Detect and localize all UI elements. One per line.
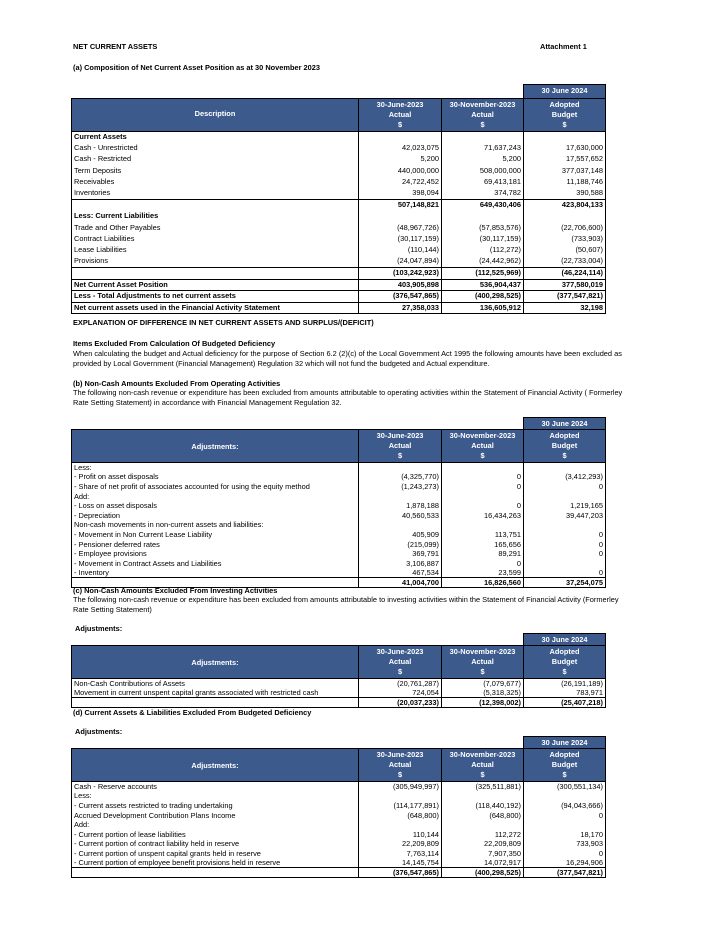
adjustments-header: Adjustments: — [72, 646, 359, 679]
row-value-col3: 377,580,019 — [524, 279, 606, 291]
row-value-col2 — [442, 520, 524, 530]
row-label: Trade and Other Payables — [72, 222, 359, 233]
row-label — [72, 268, 359, 280]
row-value-col1: 405,909 — [359, 530, 442, 540]
row-value-col1 — [359, 491, 442, 501]
row-label: - Profit on asset disposals — [72, 472, 359, 482]
row-label: Provisions — [72, 256, 359, 267]
col3-header: Adopted Budget $ — [524, 646, 606, 679]
row-value-col3: 18,170 — [524, 829, 606, 839]
row-label: Contract Liabilities — [72, 234, 359, 245]
table-row — [72, 199, 606, 210]
section-d-adjustments-label: Adjustments: — [75, 727, 123, 736]
table-row — [72, 234, 606, 245]
row-value-col2: (12,398,002) — [442, 698, 524, 708]
table-row — [72, 222, 606, 233]
row-label: Add: — [72, 491, 359, 501]
row-value-col1: 507,148,821 — [359, 199, 442, 210]
row-value-col3: (300,551,134) — [524, 782, 606, 792]
col1-header: 30-June-2023 Actual $ — [359, 98, 442, 131]
row-label: Inventories — [72, 188, 359, 199]
row-value-col3: (22,706,600) — [524, 222, 606, 233]
row-value-col3: 0 — [524, 849, 606, 859]
table-row — [72, 154, 606, 165]
row-value-col3: 1,219,165 — [524, 501, 606, 511]
row-label: Non-cash movements in non-current assets and liabilities: — [72, 520, 359, 530]
col2-header: 30-November-2023 Actual $ — [442, 98, 524, 131]
row-value-col2: 165,656 — [442, 539, 524, 549]
row-value-col1: 14,145,754 — [359, 858, 442, 868]
row-label: - Current assets restricted to trading undertaking — [72, 801, 359, 811]
row-value-col1: 24,722,452 — [359, 177, 442, 188]
row-value-col1: 40,560,533 — [359, 510, 442, 520]
row-value-col1: (20,037,233) — [359, 698, 442, 708]
row-label: - Share of net profit of associates accounted for using the equity method — [72, 482, 359, 492]
row-value-col1: 3,106,887 — [359, 558, 442, 568]
row-value-col2: 14,072,917 — [442, 858, 524, 868]
row-value-col2: 112,272 — [442, 829, 524, 839]
table-row — [72, 801, 606, 811]
items-excluded-heading: Items Excluded From Calculation Of Budgeted Deficiency — [73, 339, 276, 348]
description-header: Description — [72, 98, 359, 131]
row-value-col3: 17,557,652 — [524, 154, 606, 165]
row-value-col1: (305,949,997) — [359, 782, 442, 792]
row-label: - Depreciation — [72, 510, 359, 520]
row-value-col2: 89,291 — [442, 549, 524, 559]
row-label: Less: — [72, 463, 359, 473]
table-row — [72, 501, 606, 511]
col3-top-header: 30 June 2024 — [524, 418, 606, 430]
row-value-col2 — [442, 463, 524, 473]
col3-header: Adopted Budget $ — [524, 749, 606, 782]
row-value-col2: (30,117,159) — [442, 234, 524, 245]
row-label: Less: — [72, 791, 359, 801]
row-label: Net current assets used in the Financial Activity Statement — [72, 302, 359, 314]
row-label — [72, 199, 359, 210]
row-value-col2: (325,511,881) — [442, 782, 524, 792]
row-value-col2: (118,440,192) — [442, 801, 524, 811]
col1-header: 30-June-2023 Actual $ — [359, 646, 442, 679]
row-value-col2: (112,272) — [442, 245, 524, 256]
row-value-col3: 0 — [524, 568, 606, 578]
row-value-col2: 536,904,437 — [442, 279, 524, 291]
table-row — [72, 810, 606, 820]
row-label: Accrued Development Contribution Plans Income — [72, 810, 359, 820]
row-label: - Current portion of unspent capital grants held in reserve — [72, 849, 359, 859]
row-label — [72, 868, 359, 878]
col3-header: Adopted Budget $ — [524, 98, 606, 131]
row-label: Receivables — [72, 177, 359, 188]
col2-header: 30-November-2023 Actual $ — [442, 646, 524, 679]
row-value-col1: (4,325,770) — [359, 472, 442, 482]
table-row — [72, 782, 606, 792]
row-value-col1 — [359, 820, 442, 830]
section-b-text: The following non-cash revenue or expenditure has been excluded from amounts attributable to operating activities within the Statement of Financial Activity ( Formerley Rate Setting Statement) in accordance with Financial Management Regulation 32. — [73, 388, 623, 407]
table-row — [72, 482, 606, 492]
table-row — [72, 510, 606, 520]
row-label: - Inventory — [72, 568, 359, 578]
table-row — [72, 568, 606, 578]
row-label: - Movement in Non Current Lease Liability — [72, 530, 359, 540]
table-row — [72, 539, 606, 549]
row-value-col2 — [442, 131, 524, 142]
table-row — [72, 291, 606, 303]
row-label: Add: — [72, 820, 359, 830]
row-value-col3: 0 — [524, 482, 606, 492]
row-value-col3: (46,224,114) — [524, 268, 606, 280]
table-row — [72, 839, 606, 849]
row-value-col3: 17,630,000 — [524, 142, 606, 153]
row-value-col2 — [442, 791, 524, 801]
table-row — [72, 491, 606, 501]
row-value-col2: 71,637,243 — [442, 142, 524, 153]
investing-adjustments-table — [71, 633, 606, 708]
col2-header: 30-November-2023 Actual $ — [442, 430, 524, 463]
col1-header: 30-June-2023 Actual $ — [359, 430, 442, 463]
row-value-col2: (400,298,525) — [442, 868, 524, 878]
row-value-col1: 22,209,809 — [359, 839, 442, 849]
row-value-col3: 783,971 — [524, 688, 606, 698]
section-d-heading: (d) Current Assets & Liabilities Excluded From Budgeted Deficiency — [73, 708, 312, 717]
row-value-col2: 23,599 — [442, 568, 524, 578]
col1-header: 30-June-2023 Actual $ — [359, 749, 442, 782]
row-value-col1: 724,054 — [359, 688, 442, 698]
table-row — [72, 188, 606, 199]
row-value-col3: 32,198 — [524, 302, 606, 314]
section-b-heading: (b) Non-Cash Amounts Excluded From Operating Activities — [73, 379, 281, 388]
table-row — [72, 549, 606, 559]
row-value-col3: (733,903) — [524, 234, 606, 245]
row-value-col3 — [524, 463, 606, 473]
row-value-col2: 5,200 — [442, 154, 524, 165]
section-c-text: The following non-cash revenue or expenditure has been excluded from amounts attributable to investing activities within the Statement of Financial Activity (Formerley Rate Setting Statement) — [73, 595, 619, 614]
row-label: Less: Current Liabilities — [72, 211, 359, 222]
row-value-col3: (25,407,218) — [524, 698, 606, 708]
row-value-col1: (376,547,865) — [359, 868, 442, 878]
table-row — [72, 165, 606, 176]
row-label: Net Current Asset Position — [72, 279, 359, 291]
row-value-col3 — [524, 520, 606, 530]
table-row — [72, 679, 606, 689]
table-row — [72, 820, 606, 830]
col3-header: Adopted Budget $ — [524, 430, 606, 463]
row-value-col2: (57,853,576) — [442, 222, 524, 233]
section-c-adjustments-label: Adjustments: — [75, 624, 123, 633]
row-value-col2: 22,209,809 — [442, 839, 524, 849]
row-value-col3: 37,254,075 — [524, 578, 606, 588]
row-value-col3: (94,043,666) — [524, 801, 606, 811]
row-label: - Loss on asset disposals — [72, 501, 359, 511]
table-row — [72, 558, 606, 568]
row-value-col3: (377,547,821) — [524, 868, 606, 878]
table-row — [72, 268, 606, 280]
row-value-col2: 136,605,912 — [442, 302, 524, 314]
row-value-col3 — [524, 820, 606, 830]
row-value-col1: 42,023,075 — [359, 142, 442, 153]
row-label: Movement in current unspent capital grants associated with restricted cash — [72, 688, 359, 698]
row-value-col2 — [442, 820, 524, 830]
row-value-col1: 1,878,188 — [359, 501, 442, 511]
row-label: Less - Total Adjustments to net current assets — [72, 291, 359, 303]
row-value-col3 — [524, 791, 606, 801]
row-value-col3: 423,804,133 — [524, 199, 606, 210]
row-value-col1: 7,763,114 — [359, 849, 442, 859]
row-value-col1: (103,242,923) — [359, 268, 442, 280]
row-value-col1: 110,144 — [359, 829, 442, 839]
row-value-col1: 5,200 — [359, 154, 442, 165]
row-value-col1 — [359, 520, 442, 530]
row-label: Current Assets — [72, 131, 359, 142]
row-label: Term Deposits — [72, 165, 359, 176]
attachment-label: Attachment 1 — [540, 42, 587, 51]
row-value-col1: 27,358,033 — [359, 302, 442, 314]
row-label: - Current portion of employee benefit provisions held in reserve — [72, 858, 359, 868]
row-label: - Employee provisions — [72, 549, 359, 559]
table-row — [72, 279, 606, 291]
row-value-col2: 0 — [442, 501, 524, 511]
row-label: Cash - Reserve accounts — [72, 782, 359, 792]
row-value-col3: 733,903 — [524, 839, 606, 849]
net-current-assets-table — [71, 84, 606, 314]
row-value-col2: 508,000,000 — [442, 165, 524, 176]
row-value-col2: 0 — [442, 472, 524, 482]
row-label: - Pensioner deferred rates — [72, 539, 359, 549]
row-value-col3 — [524, 558, 606, 568]
table-row — [72, 520, 606, 530]
operating-adjustments-table — [71, 417, 606, 588]
row-value-col2: 0 — [442, 558, 524, 568]
row-value-col2 — [442, 491, 524, 501]
row-value-col3: 0 — [524, 549, 606, 559]
items-excluded-text: When calculating the budget and Actual deficiency for the purpose of Section 6.2 (2)(c) of the Local Government Act 1995 the following amounts have been excluded as provided by Local Government (Financial Management) Regulation 32 which will not fund the budgeted and Actual expenditure. — [73, 349, 622, 368]
row-value-col2: 7,907,350 — [442, 849, 524, 859]
table-row — [72, 472, 606, 482]
row-value-col3: 390,588 — [524, 188, 606, 199]
adjustments-header: Adjustments: — [72, 430, 359, 463]
table-row — [72, 849, 606, 859]
row-label: - Current portion of contract liability held in reserve — [72, 839, 359, 849]
row-value-col3: (26,191,189) — [524, 679, 606, 689]
table-row — [72, 858, 606, 868]
row-label: - Movement in Contract Assets and Liabilities — [72, 558, 359, 568]
row-value-col2: 374,782 — [442, 188, 524, 199]
row-value-col1: (24,047,894) — [359, 256, 442, 267]
row-value-col1: (648,800) — [359, 810, 442, 820]
row-value-col3: 0 — [524, 539, 606, 549]
table-row — [72, 791, 606, 801]
row-value-col1: 467,534 — [359, 568, 442, 578]
explanation-heading: EXPLANATION OF DIFFERENCE IN NET CURRENT ASSETS AND SURPLUS/(DEFICIT) — [73, 318, 374, 327]
page-title: NET CURRENT ASSETS — [73, 42, 158, 51]
table-row — [72, 829, 606, 839]
row-value-col1: 403,905,898 — [359, 279, 442, 291]
row-label — [72, 698, 359, 708]
row-value-col1 — [359, 463, 442, 473]
row-value-col1: 369,791 — [359, 549, 442, 559]
row-value-col2: 16,434,263 — [442, 510, 524, 520]
row-value-col3: 0 — [524, 530, 606, 540]
row-value-col3: (22,733,004) — [524, 256, 606, 267]
row-value-col3 — [524, 131, 606, 142]
row-value-col1 — [359, 211, 442, 222]
row-value-col2: 113,751 — [442, 530, 524, 540]
row-value-col2: 16,826,560 — [442, 578, 524, 588]
table-row — [72, 142, 606, 153]
table-row — [72, 302, 606, 314]
row-value-col1: (48,967,726) — [359, 222, 442, 233]
row-value-col3 — [524, 211, 606, 222]
row-value-col1: (114,177,891) — [359, 801, 442, 811]
row-label: Cash - Restricted — [72, 154, 359, 165]
row-value-col1 — [359, 131, 442, 142]
table-row — [72, 688, 606, 698]
table-row — [72, 211, 606, 222]
row-value-col3: 39,447,203 — [524, 510, 606, 520]
col2-header: 30-November-2023 Actual $ — [442, 749, 524, 782]
section-a-heading: (a) Composition of Net Current Asset Position as at 30 November 2023 — [73, 63, 320, 72]
row-value-col1: 440,000,000 — [359, 165, 442, 176]
row-value-col3: 11,188,746 — [524, 177, 606, 188]
row-value-col2: (24,442,962) — [442, 256, 524, 267]
table-row — [72, 530, 606, 540]
table-row — [72, 177, 606, 188]
row-value-col1: (20,761,287) — [359, 679, 442, 689]
row-value-col2: 649,430,406 — [442, 199, 524, 210]
row-label: Lease Liabilities — [72, 245, 359, 256]
table-row — [72, 868, 606, 878]
row-value-col2: 0 — [442, 482, 524, 492]
row-value-col3: (50,607) — [524, 245, 606, 256]
row-value-col3: (377,547,821) — [524, 291, 606, 303]
section-c-heading: (c) Non-Cash Amounts Excluded From Investing Activities — [73, 586, 278, 595]
row-value-col1: (110,144) — [359, 245, 442, 256]
row-value-col2: (7,079,677) — [442, 679, 524, 689]
table-row — [72, 245, 606, 256]
excluded-assets-liabilities-table — [71, 736, 606, 878]
row-label: Non-Cash Contributions of Assets — [72, 679, 359, 689]
row-value-col1 — [359, 791, 442, 801]
row-value-col3: 377,037,148 — [524, 165, 606, 176]
table-row — [72, 256, 606, 267]
row-value-col2: (5,318,325) — [442, 688, 524, 698]
col3-top-header: 30 June 2024 — [524, 634, 606, 646]
table-row — [72, 131, 606, 142]
row-label: - Current portion of lease liabilities — [72, 829, 359, 839]
row-value-col1: (376,547,865) — [359, 291, 442, 303]
row-label: Cash - Unrestricted — [72, 142, 359, 153]
adjustments-header: Adjustments: — [72, 749, 359, 782]
row-value-col3: (3,412,293) — [524, 472, 606, 482]
col3-top-header: 30 June 2024 — [524, 85, 606, 99]
row-value-col2: (112,525,969) — [442, 268, 524, 280]
row-value-col1: (215,099) — [359, 539, 442, 549]
row-value-col1: 41,004,700 — [359, 578, 442, 588]
table-row — [72, 463, 606, 473]
row-value-col3 — [524, 491, 606, 501]
row-value-col3: 16,294,906 — [524, 858, 606, 868]
row-value-col1: 398,094 — [359, 188, 442, 199]
col3-top-header: 30 June 2024 — [524, 737, 606, 749]
row-value-col2: (400,298,525) — [442, 291, 524, 303]
table-row — [72, 698, 606, 708]
row-value-col3: 0 — [524, 810, 606, 820]
row-value-col2 — [442, 211, 524, 222]
row-value-col1: (1,243,273) — [359, 482, 442, 492]
row-value-col1: (30,117,159) — [359, 234, 442, 245]
row-value-col2: 69,413,181 — [442, 177, 524, 188]
row-value-col2: (648,800) — [442, 810, 524, 820]
